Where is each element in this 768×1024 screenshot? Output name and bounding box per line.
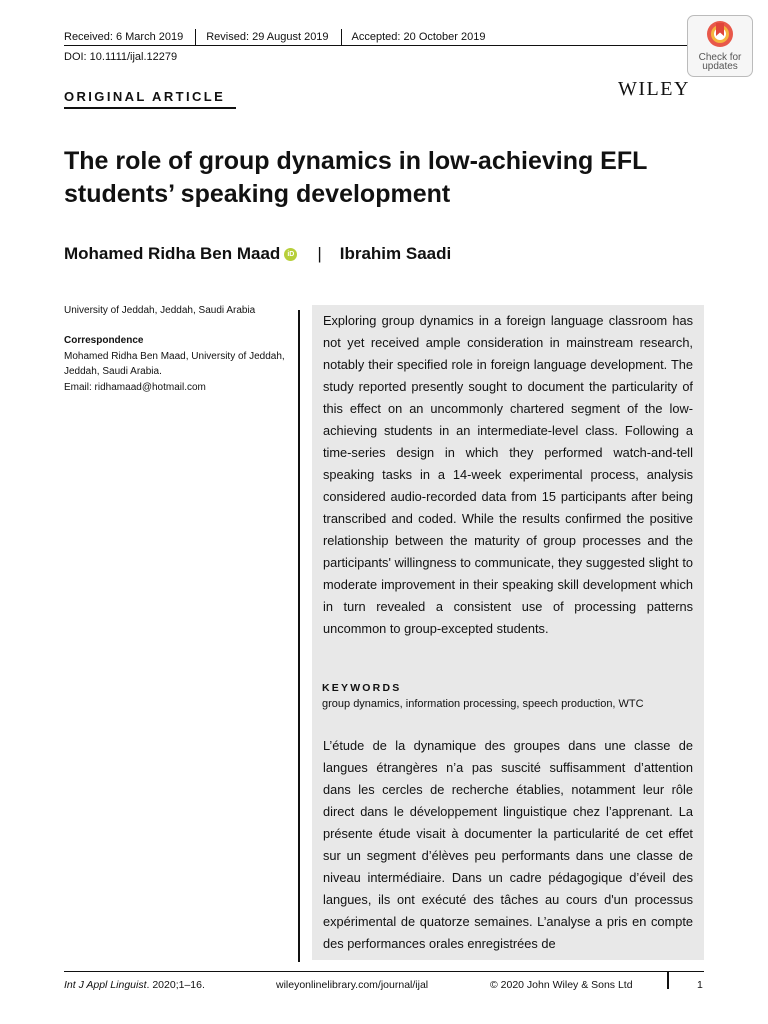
abstract-english: Exploring group dynamics in a foreign language classroom has not yet received ample consideration in mainstream research, notably their specified role in foreign language development. The study reported presently sought to document the particularity of this effect on an uncommonly chartered segment of the low-achieving students in an intermediate-level class. Following a time-series design in which they performed watch-and-tell speaking tasks in a 14-week experimental process, analysis considered audio-recorded data from 15 participants after being transcribed and coded. While the results confirmed the positive relationship between the maturity of group processes and the participants' willingness to communicate, they suggested slight to moderate improvement in their speaking skill development which in turn revealed a consistent use of processing patterns uncommon to group-excepted students.: [323, 313, 693, 636]
revised-date: Revised: 29 August 2019: [206, 31, 329, 43]
author-name[interactable]: Mohamed Ridha Ben Maad: [64, 244, 281, 263]
keywords-heading: KEYWORDS: [322, 682, 402, 694]
header-rule: [64, 45, 704, 46]
article-title: The role of group dynamics in low-achieving EFL students’ speaking development: [64, 147, 647, 208]
divider: [195, 29, 196, 45]
received-date: Received: 6 March 2019: [64, 31, 184, 43]
journal-name: Int J Appl Linguist: [64, 979, 147, 991]
article-type-underline: [64, 107, 236, 109]
badge-label-1: Check for: [698, 52, 742, 63]
correspondence-email[interactable]: Email: ridhamaad@hotmail.com: [64, 381, 206, 393]
divider: [667, 971, 669, 989]
author-separator: |: [317, 244, 322, 263]
citation-details: . 2020;1–16.: [146, 979, 205, 991]
page-number: 1: [697, 979, 703, 991]
correspondence: [64, 333, 286, 395]
affiliation: University of Jeddah, Jeddah, Saudi Arabia: [64, 305, 256, 316]
author-name[interactable]: Ibrahim Saadi: [339, 244, 452, 263]
journal-url[interactable]: wileyonlinelibrary.com/journal/ijal: [276, 979, 429, 991]
correspondence-address: Mohamed Ridha Ben Maad, University of Jeddah, Jeddah, Saudi Arabia.: [64, 350, 285, 377]
column-divider: [298, 310, 300, 962]
article-type: ORIGINAL ARTICLE: [64, 89, 226, 104]
footer-rule: [64, 971, 704, 972]
accepted-date: Accepted: 20 October 2019: [351, 31, 486, 43]
author-list: [64, 244, 451, 264]
article-dates: [64, 29, 497, 45]
check-for-updates-icon: [705, 19, 735, 49]
doi[interactable]: DOI: 10.1111/ijal.12279: [64, 51, 178, 63]
publisher-logo: WILEY: [618, 78, 690, 100]
divider: [341, 29, 342, 45]
orcid-icon[interactable]: iD: [284, 248, 297, 261]
copyright: © 2020 John Wiley & Sons Ltd: [490, 979, 633, 991]
badge-label-2: updates: [702, 61, 738, 72]
keywords-list: group dynamics, information processing, speech production, WTC: [322, 698, 644, 710]
correspondence-heading: Correspondence: [64, 335, 144, 346]
abstract-french: L’étude de la dynamique des groupes dans une classe de langues étrangères n’a pas suscité suffisamment d’attention dans les cercles de recherche établies, notamment leur rôle direct dans le développement linguistique chez l’apprenant. La présente étude visait à documenter la particularité de cet effet sur un segment d’élèves peu performants dans une classe de niveau intermédiaire. Dans un cadre pédagogique d’éveil des langues, ils ont exécuté des tâches au cours d'un processus expérimental de quatorze semaines. L’analyse a pris en compte des performances orales enregistrées de: [323, 738, 693, 951]
check-for-updates-badge[interactable]: [687, 15, 753, 77]
journal-citation: [64, 979, 205, 991]
abstract-box: [312, 305, 704, 960]
